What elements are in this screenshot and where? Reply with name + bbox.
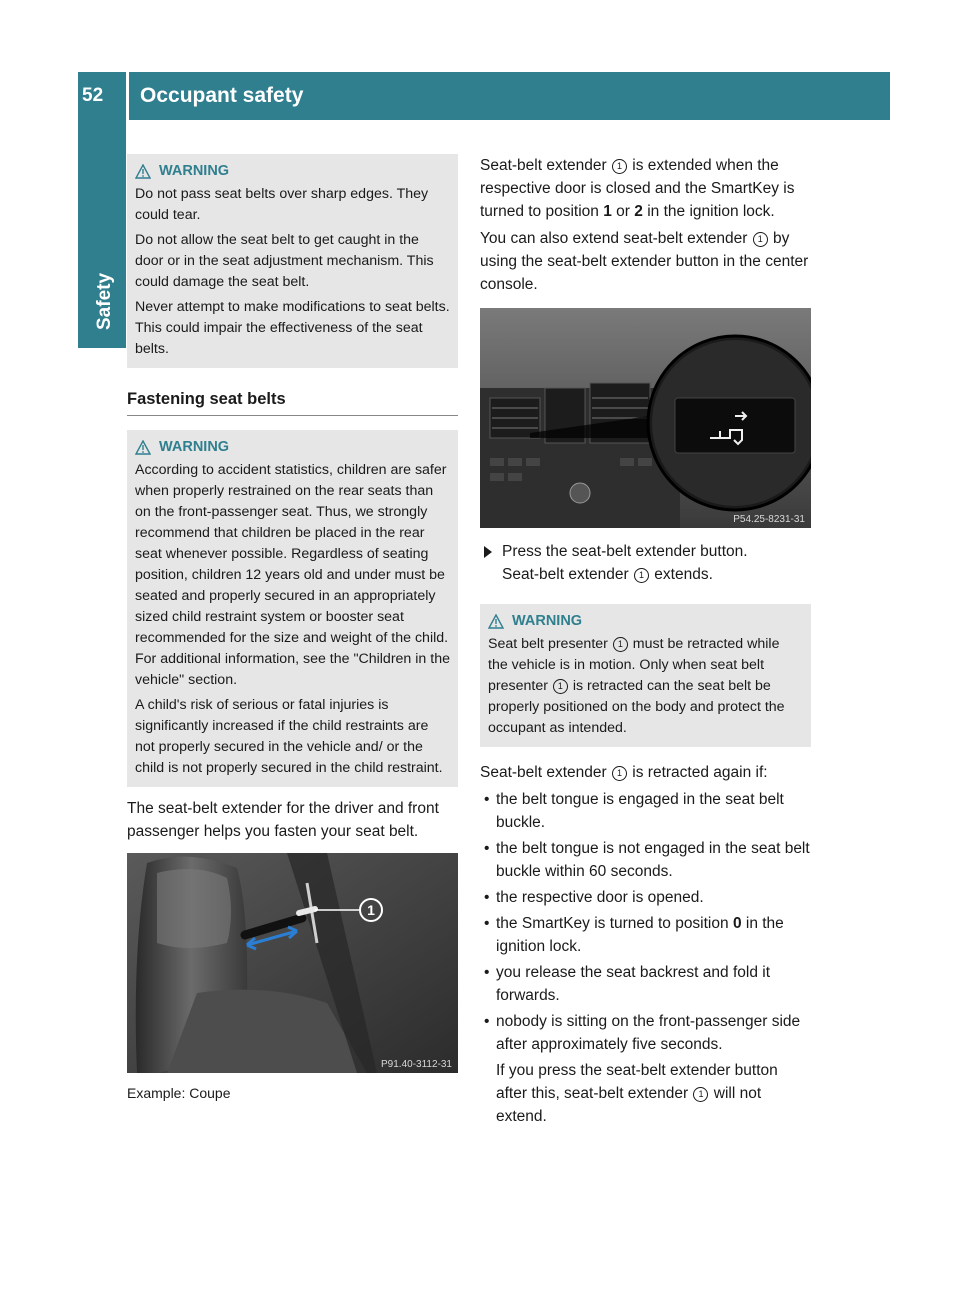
text-span: the SmartKey is turned to position <box>496 915 729 932</box>
text-span: is retracted again if: <box>632 764 768 781</box>
text-span: Seat-belt extender <box>480 157 607 174</box>
list-item: • the belt tongue is not engaged in the seat belt buckle within 60 seconds. <box>480 837 811 883</box>
text-span: in the ignition lock. <box>647 203 775 220</box>
right-column <box>480 154 811 1131</box>
text-span: Seat-belt extender <box>502 566 629 583</box>
text-span: nobody is sitting on the front-passenger side after approximately five seconds. <box>496 1013 801 1053</box>
warning-text: Do not pass seat belts over sharp edges. They could tear. <box>135 186 429 223</box>
warning-icon <box>488 614 504 629</box>
warning-text: A child's risk of serious or fatal injuries is significantly increased if the child restraints are not properly secured in the vehicle and/ or the child is not properly secured in the child restraint. <box>135 697 443 776</box>
text-span: is extended when the respective door is closed and the SmartKey is turned to position <box>480 157 795 220</box>
warning-box-sharp-edges <box>127 154 458 368</box>
text-span: or <box>616 203 630 220</box>
intro-text: The seat-belt extender for the driver and front passenger helps you fasten your seat belt. <box>127 800 439 840</box>
text-span: You can also extend seat-belt extender <box>480 230 748 247</box>
warning-title: WARNING <box>512 613 583 629</box>
text-span: extends. <box>654 566 713 583</box>
figure-caption: Example: Coupe <box>127 1085 231 1101</box>
section-heading: Fastening seat belts <box>127 390 458 416</box>
callout-number-icon: 1 <box>612 766 627 781</box>
warning-title: WARNING <box>159 439 230 455</box>
seat-figure <box>127 853 458 1073</box>
position-label: 2 <box>634 203 643 220</box>
console-figure <box>480 308 811 528</box>
page-header <box>78 72 890 120</box>
section-title: Occupant safety <box>140 84 304 107</box>
warning-box-presenter <box>480 604 811 747</box>
callout-number-icon: 1 <box>634 568 649 583</box>
warning-text <box>488 634 803 739</box>
page-number: 52 <box>82 85 104 106</box>
warning-header <box>135 437 450 458</box>
position-label: 0 <box>732 915 742 932</box>
list-item <box>480 912 811 958</box>
extend-paragraph <box>480 154 811 223</box>
warning-icon <box>135 440 151 455</box>
step-result <box>502 563 748 586</box>
warning-text: According to accident statistics, children are safer when properly restrained on the rear seats than on the front-passenger seat. Thus, we strongly recommend that children be placed in the rear seat whenever possible. Regardless of seating position, children 12 years old and under must be seated and properly secured in an appropriately sized child restraint system or booster seat recommended for the size and weight of the child. For additional information, see the "Children in the vehicle" section. <box>135 462 450 688</box>
console-illustration <box>480 308 811 528</box>
callout-number-icon: 1 <box>753 232 768 247</box>
text-span: will not extend. <box>496 1085 762 1125</box>
warning-header <box>488 611 803 632</box>
retract-conditions-list <box>480 788 811 1128</box>
text-span: by using the seat-belt extender button in the center console. <box>480 230 809 293</box>
text-span: Seat-belt extender <box>480 764 607 781</box>
side-block <box>78 120 126 218</box>
text-span: If you press the seat-belt extender button after this, seat-belt extender <box>496 1062 778 1102</box>
left-column <box>127 154 458 1101</box>
warning-box-children <box>127 430 458 787</box>
retract-intro <box>480 761 811 784</box>
text-span: Seat belt presenter <box>488 636 608 652</box>
button-paragraph <box>480 227 811 296</box>
callout-number-icon: 1 <box>693 1087 708 1102</box>
seat-illustration <box>127 853 458 1073</box>
callout-number-icon: 1 <box>613 637 628 652</box>
warning-title: WARNING <box>159 163 230 179</box>
step-arrow-icon <box>484 546 492 558</box>
step-text: Press the seat-belt extender button. <box>502 543 748 560</box>
list-item-note <box>496 1059 811 1128</box>
instruction-step <box>480 540 811 586</box>
list-item: • you release the seat backrest and fold it forwards. <box>480 961 811 1007</box>
text-span: is retracted can the seat belt be properly positioned on the body and protect the occupant as intended. <box>488 678 785 736</box>
list-item: • the respective door is opened. <box>480 886 811 909</box>
list-item <box>480 1010 811 1128</box>
warning-text: Do not allow the seat belt to get caught in the door or in the seat adjustment mechanism. This could damage the seat belt. <box>135 232 434 290</box>
callout-number-icon: 1 <box>553 679 568 694</box>
text-span: must be retracted while the vehicle is in motion. Only when seat belt presenter <box>488 636 780 694</box>
list-item: • the belt tongue is engaged in the seat belt buckle. <box>480 788 811 834</box>
figure-code: P54.25-8231-31 <box>733 514 805 525</box>
position-label: 1 <box>603 203 612 220</box>
warning-text: Never attempt to make modifications to seat belts. This could impair the effectiveness of the seat belts. <box>135 299 450 357</box>
warning-header <box>135 161 450 182</box>
header-divider <box>126 72 129 120</box>
text-span: in the ignition lock. <box>496 915 784 955</box>
figure-code: P91.40-3112-31 <box>381 1059 452 1070</box>
side-tab-label: Safety <box>94 272 115 330</box>
callout-number-icon: 1 <box>612 159 627 174</box>
figure-callout: 1 <box>367 902 375 918</box>
warning-icon <box>135 164 151 179</box>
